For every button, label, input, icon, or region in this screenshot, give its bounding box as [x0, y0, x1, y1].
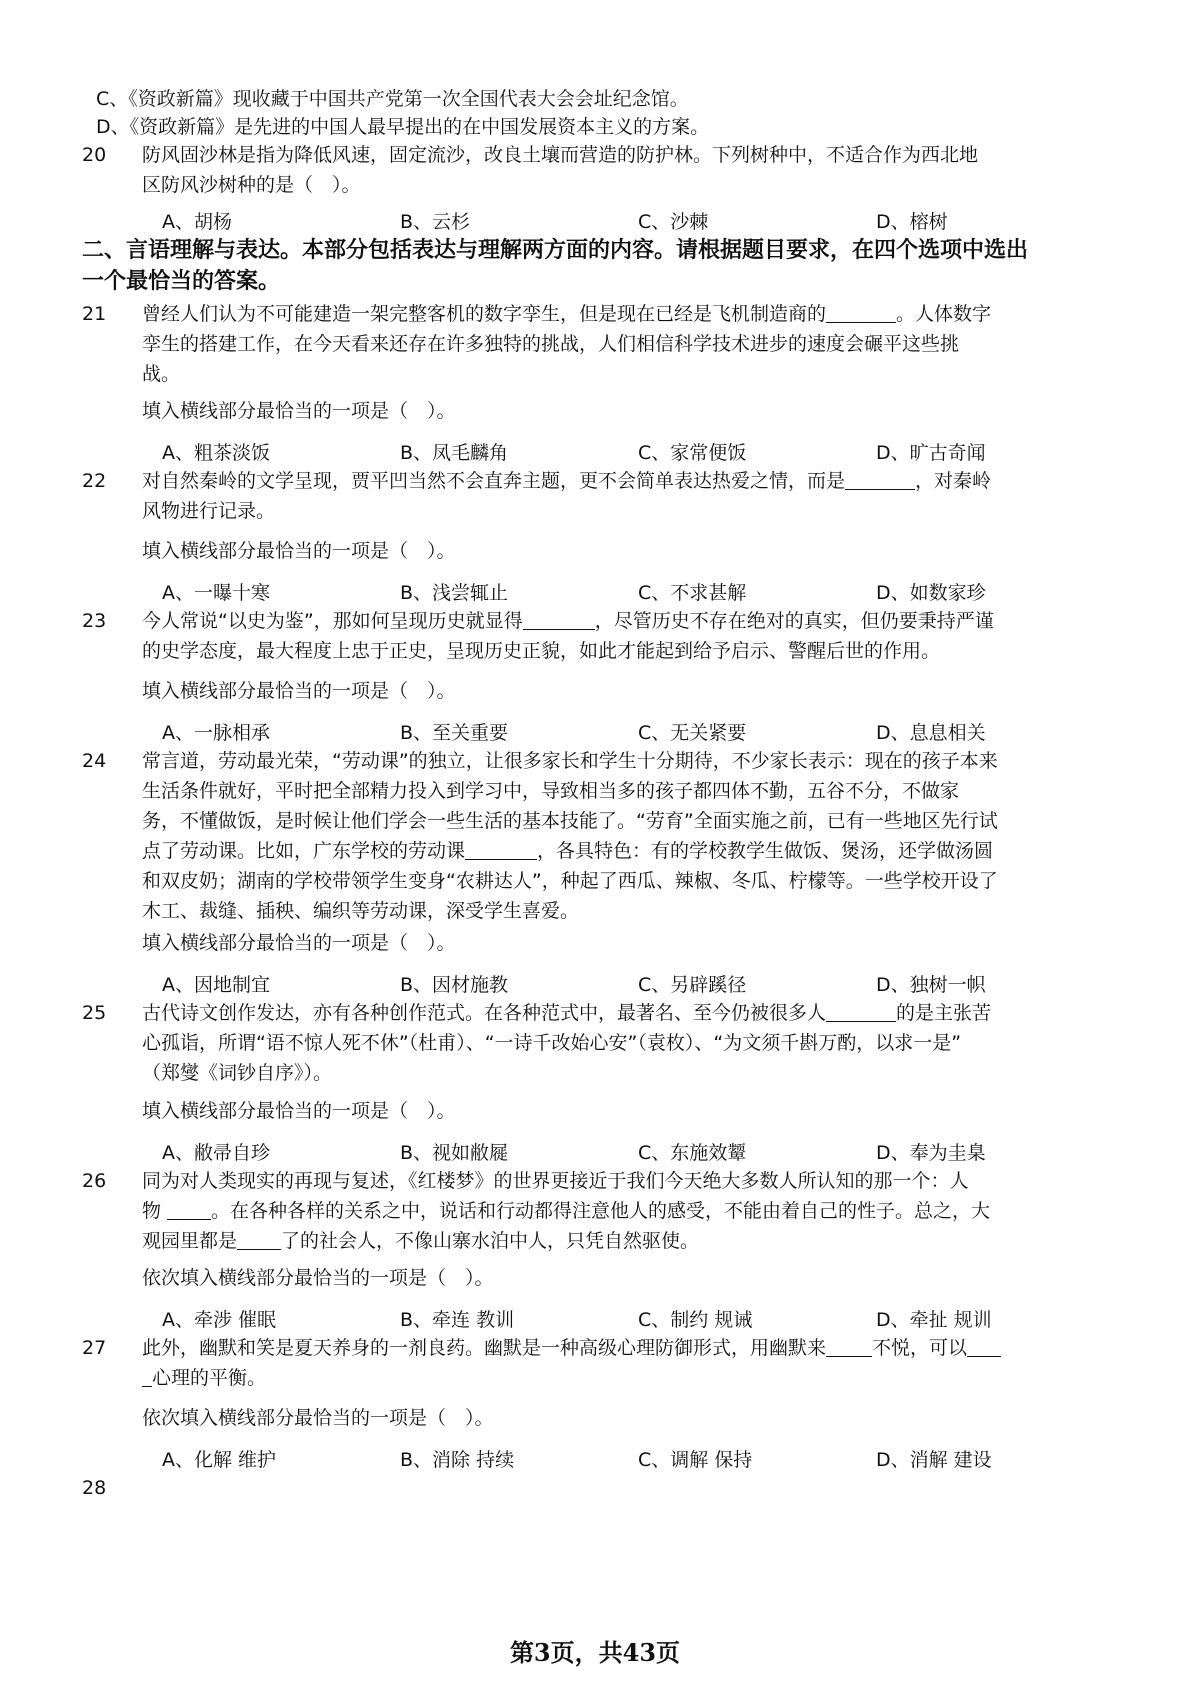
question-24-line6: 木工、裁缝、插秧、编织等劳动课，深受学生喜爱。: [142, 900, 580, 922]
question-26-stem: [142, 1166, 1092, 1256]
option-c[interactable]: C、东施效颦: [638, 1142, 747, 1164]
question-number-21: 21: [82, 303, 107, 325]
question-26-text-d: 了的社会人，不像山寨水泊中人，只凭自然驱使。: [281, 1230, 700, 1252]
option-c[interactable]: C、另辟蹊径: [638, 974, 747, 996]
question-24-line1: 常言道，劳动最光荣，“劳动课”的独立，让很多家长和学生十分期待，不少家长表示：现在的孩子本来: [142, 750, 998, 772]
question-20-line1: 防风固沙林是指为降低风速，固定流沙，改良土壤而营造的防护林。下列树种中，不适合作为西北地: [142, 144, 979, 166]
option-b[interactable]: B、视如敝屣: [400, 1142, 509, 1164]
question-24-prompt: 填入横线部分最恰当的一项是（ ）。: [142, 932, 456, 954]
question-24-text-b: ，各具特色：有的学校教学生做饭、煲汤，还学做汤圆: [537, 840, 994, 862]
question-25-line1: [142, 998, 1092, 1028]
question-26-line2: [142, 1196, 1092, 1226]
prev-option-c: C、《资政新篇》现收藏于中国共产党第一次全国代表大会会址纪念馆。: [96, 88, 689, 110]
option-d[interactable]: D、消解 建设: [876, 1449, 992, 1471]
question-26-text-b: 。在各种各样的关系之中，说话和行动都得注意他人的感受，不能由着自己的性子。总之，大: [211, 1200, 991, 1222]
option-b[interactable]: B、因材施教: [400, 974, 509, 996]
question-27-stem: [142, 1333, 1092, 1393]
question-25-prompt: 填入横线部分最恰当的一项是（ ）。: [142, 1100, 456, 1122]
option-d[interactable]: D、榕树: [876, 211, 948, 233]
section-heading-line1: 二、言语理解与表达。本部分包括表达与理解两方面的内容。请根据题目要求，在四个选项中选出: [82, 238, 1029, 263]
option-d[interactable]: D、牵扯 规训: [876, 1309, 992, 1331]
question-21-prompt: 填入横线部分最恰当的一项是（ ）。: [142, 400, 456, 422]
answer-blank: [826, 1001, 896, 1022]
question-25-line3: （郑燮《词钞自序》）。: [142, 1062, 333, 1084]
page-footer: 第3页，共43页: [509, 1638, 681, 1667]
question-23-options: [162, 718, 1062, 748]
prev-option-d: D、《资政新篇》是先进的中国人最早提出的在中国发展资本主义的方案。: [96, 116, 710, 138]
question-27-line2: [142, 1363, 1092, 1393]
question-22-options: [162, 578, 1062, 608]
option-b[interactable]: B、浅尝辄止: [400, 582, 509, 604]
question-25-line2: 心孤诣，所谓“语不惊人死不休”（杜甫）、“一诗千改始心安”（袁枚）、“为文须千斟万酌，以求一是”: [142, 1032, 962, 1054]
answer-blank: [237, 1229, 281, 1250]
answer-blank: [167, 1199, 211, 1220]
question-27-line1: [142, 1333, 1092, 1363]
question-25-text-a: 古代诗文创作发达，亦有各种创作范式。在各种范式中，最著名、至今仍被很多人: [142, 1002, 827, 1024]
option-c[interactable]: C、不求甚解: [638, 582, 747, 604]
question-24-stem: [142, 746, 1092, 926]
question-22-line1: [142, 466, 1092, 496]
question-21-line3: 战。: [142, 363, 181, 385]
question-number-24: 24: [82, 750, 107, 772]
option-c[interactable]: C、家常便饭: [638, 442, 747, 464]
question-25-text-b: 的是主张苦: [896, 1002, 992, 1024]
question-22-prompt: 填入横线部分最恰当的一项是（ ）。: [142, 540, 456, 562]
question-number-25: 25: [82, 1002, 107, 1024]
question-21-line1: [142, 299, 1092, 329]
question-26-prompt: 依次填入横线部分最恰当的一项是（ ）。: [142, 1267, 494, 1289]
option-b[interactable]: B、至关重要: [400, 722, 509, 744]
option-b[interactable]: B、消除 持续: [400, 1449, 515, 1471]
option-d[interactable]: D、如数家珍: [876, 582, 986, 604]
question-22-stem: [142, 466, 1092, 526]
question-24-options: [162, 970, 1062, 1000]
question-23-stem: [142, 606, 1092, 666]
option-c[interactable]: C、无关紧要: [638, 722, 747, 744]
option-a[interactable]: A、粗茶淡饭: [162, 442, 270, 464]
answer-blank: [826, 1336, 872, 1357]
section-heading: [82, 235, 1122, 297]
question-27-text-b: 不悦，可以: [872, 1337, 968, 1359]
question-26-text-c: 观园里都是: [142, 1230, 238, 1252]
option-b[interactable]: B、云杉: [400, 211, 471, 233]
question-23-text-b: ，尽管历史不存在绝对的真实，但仍要秉持严谨: [594, 610, 994, 632]
option-d[interactable]: D、旷古奇闻: [876, 442, 986, 464]
question-22-text-b: ，对秦岭: [915, 470, 992, 492]
option-a[interactable]: A、一曝十寒: [162, 582, 270, 604]
question-20-options: [162, 207, 1062, 237]
option-b[interactable]: B、凤毛麟角: [400, 442, 509, 464]
question-26-text-a: 物: [142, 1200, 162, 1222]
option-a[interactable]: A、胡杨: [162, 211, 232, 233]
question-20-stem: [142, 140, 1092, 200]
question-23-line2: 的史学态度，最大程度上忠于正史，呈现历史正貌，如此才能起到给予启示、警醒后世的作用。: [142, 640, 941, 662]
question-23-text-a: 今人常说“以史为鉴”，那如何呈现历史就显得: [142, 610, 523, 632]
option-b[interactable]: B、牵连 教训: [400, 1309, 515, 1331]
question-number-20: 20: [82, 144, 107, 166]
answer-blank: [845, 469, 915, 490]
option-c[interactable]: C、调解 保持: [638, 1449, 753, 1471]
question-22-line2: 风物进行记录。: [142, 500, 276, 522]
question-number-28: 28: [82, 1477, 107, 1499]
answer-blank: [142, 1366, 152, 1387]
option-d[interactable]: D、息息相关: [876, 722, 986, 744]
question-27-options: [162, 1445, 1062, 1475]
question-21-stem: [142, 299, 1092, 389]
question-24-line2: 生活条件就好，平时把全部精力投入到学习中，导致相当多的孩子都四体不勤，五谷不分，不做家: [142, 780, 960, 802]
question-21-text-a: 曾经人们认为不可能建造一架完整客机的数字孪生，但是现在已经是飞机制造商的: [142, 303, 827, 325]
question-21-text-b: 。人体数字: [896, 303, 992, 325]
question-24-line4: [142, 836, 1092, 866]
section-heading-line2: 一个最恰当的答案。: [82, 269, 281, 294]
question-22-text-a: 对自然秦岭的文学呈现，贾平凹当然不会直奔主题，更不会简单表达热爱之情，而是: [142, 470, 846, 492]
answer-blank: [826, 302, 896, 323]
answer-blank: [523, 609, 595, 630]
option-d[interactable]: D、独树一帜: [876, 974, 986, 996]
question-27-text-c: 心理的平衡。: [152, 1367, 267, 1389]
option-c[interactable]: C、制约 规诫: [638, 1309, 753, 1331]
question-27-text-a: 此外，幽默和笑是夏天养身的一剂良药。幽默是一种高级心理防御形式，用幽默来: [142, 1337, 827, 1359]
question-21-line2: 孪生的搭建工作，在今天看来还存在许多独特的挑战，人们相信科学技术进步的速度会碾平这些挑: [142, 333, 960, 355]
question-number-27: 27: [82, 1337, 107, 1359]
question-24-line5: 和双皮奶；湖南的学校带领学生变身“农耕达人”，种起了西瓜、辣椒、冬瓜、柠檬等。一些学校开设了: [142, 870, 998, 892]
question-26-line3: [142, 1226, 1092, 1256]
question-26-line1: 同为对人类现实的再现与复述，《红楼梦》的世界更接近于我们今天绝大多数人所认知的那一个：人: [142, 1170, 969, 1192]
option-d[interactable]: D、奉为圭臬: [876, 1142, 986, 1164]
answer-blank: [967, 1336, 1001, 1357]
question-24-line3: 务，不懂做饭，是时候让他们学会一些生活的基本技能了。“劳育”全面实施之前，已有一些地区先行试: [142, 810, 998, 832]
question-25-stem: [142, 998, 1092, 1088]
option-a[interactable]: A、一脉相承: [162, 722, 270, 744]
question-26-options: [162, 1305, 1062, 1335]
answer-blank: [465, 839, 537, 860]
option-a[interactable]: A、敝帚自珍: [162, 1142, 270, 1164]
option-a[interactable]: A、因地制宜: [162, 974, 270, 996]
question-23-prompt: 填入横线部分最恰当的一项是（ ）。: [142, 680, 456, 702]
question-number-26: 26: [82, 1170, 107, 1192]
question-23-line1: [142, 606, 1092, 636]
option-c[interactable]: C、沙棘: [638, 211, 709, 233]
question-21-options: [162, 438, 1062, 468]
question-number-23: 23: [82, 610, 107, 632]
question-27-prompt: 依次填入横线部分最恰当的一项是（ ）。: [142, 1407, 494, 1429]
option-a[interactable]: A、牵涉 催眠: [162, 1309, 277, 1331]
question-20-line2: 区防风沙树种的是（ ）。: [142, 174, 361, 196]
option-a[interactable]: A、化解 维护: [162, 1449, 277, 1471]
question-25-options: [162, 1138, 1062, 1168]
question-number-22: 22: [82, 470, 107, 492]
question-24-text-a: 点了劳动课。比如，广东学校的劳动课: [142, 840, 466, 862]
